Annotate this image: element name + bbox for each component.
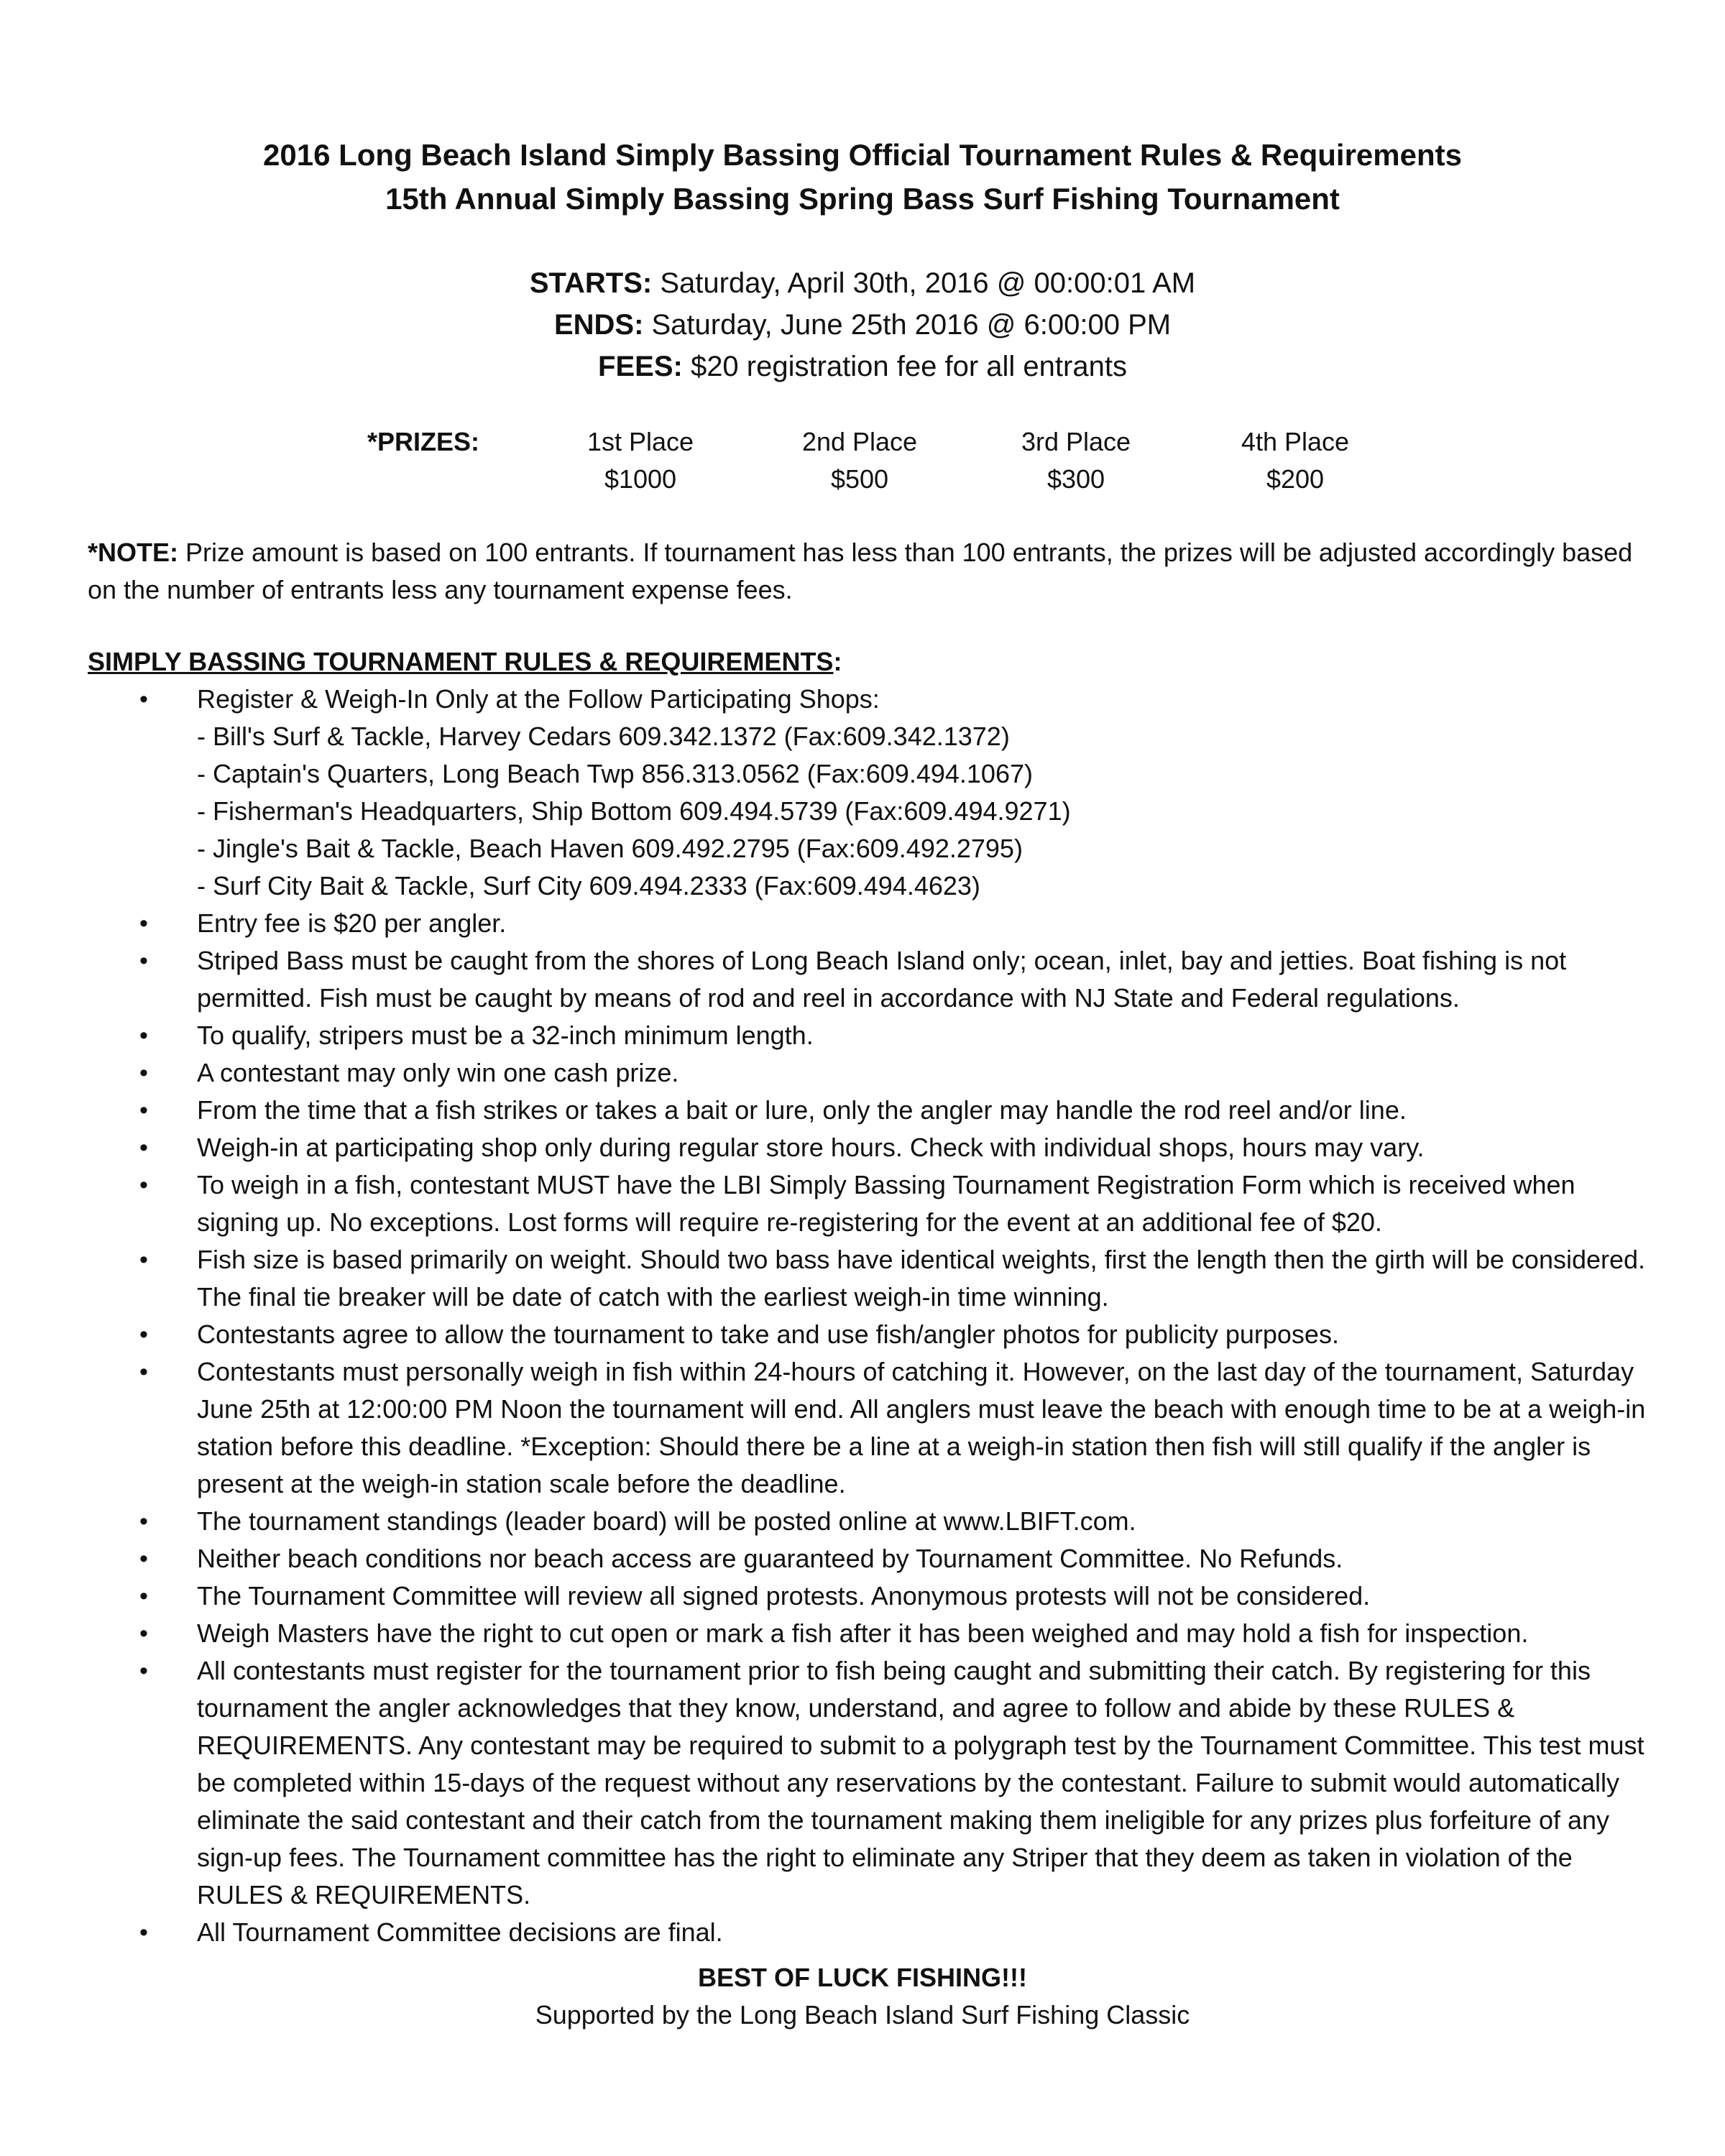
rule-item [88,942,1655,1017]
ends-value: Saturday, June 25th 2016 @ 6:00:00 PM [643,309,1172,341]
rule-text: To weigh in a fish, contestant MUST have the LBI Simply Bassing Tournament Registration Form which is received when signing up. No exceptions. Lost forms will require re-registering for the event at an additional fee of $20. [197,1170,1576,1237]
starts-label: STARTS: [529,267,653,299]
rule-text: Striped Bass must be caught from the shores of Long Beach Island only; ocean, inlet, bay and jetties. Boat fishing is not permitted. Fish must be caught by means of rod and reel in accordance with NJ State and Federal regulations. [197,946,1567,1013]
bullet-icon: • [139,1545,148,1572]
rule-text: All Tournament Committee decisions are final. [197,1917,723,1947]
rule-item [88,1503,1655,1540]
rule-item-shops [88,681,1655,905]
bullet-icon: • [139,1022,148,1049]
prize-place-1: 1st Place [586,427,694,456]
rule-text: A contestant may only win one cash prize. [197,1058,679,1087]
ends-line [0,305,1725,345]
bullet-icon: • [139,1246,148,1273]
rule-item [88,1316,1655,1353]
prize-note [88,534,1655,609]
rule-item [88,1129,1655,1166]
rule-text: The Tournament Committee will review all signed protests. Anonymous protests will not be considered. [197,1581,1371,1611]
rule-text: Entry fee is $20 per angler. [197,908,507,938]
rule-text: Fish size is based primarily on weight. Should two bass have identical weights, first the length then the girth will be considered. The final tie breaker will be date of catch with the earliest weigh-in time winning. [197,1245,1646,1312]
prizes-label: *PRIZES: [367,427,480,456]
rule-item [88,1017,1655,1054]
fees-line [0,346,1725,387]
rule-text: Weigh-in at participating shop only during regular store hours. Check with individual shops, hours may vary. [197,1133,1425,1162]
rule-item [88,1577,1655,1615]
rules-list [88,681,1655,1951]
note-label: *NOTE: [88,538,178,567]
shop-item: - Surf City Bait & Tackle, Surf City 609.494.2333 (Fax:609.494.4623) [197,871,980,900]
bullet-icon: • [139,1321,148,1348]
bullet-icon: • [139,947,148,975]
bullet-icon: • [139,1358,148,1386]
support-line: Supported by the Long Beach Island Surf Fishing Classic [535,2000,1190,2030]
note-text: Prize amount is based on 100 entrants. If tournament has less than 100 entrants, the prizes will be adjusted accordingly based on the number of entrants less any tournament expense fees. [88,538,1633,604]
bullet-icon: • [139,1583,148,1610]
shop-item: - Jingle's Bait & Tackle, Beach Haven 609.492.2795 (Fax:609.492.2795) [197,834,1023,863]
rules-heading-colon: : [833,647,842,676]
rule-text: Weigh Masters have the right to cut open or mark a fish after it has been weighed and may hold a fish for inspection. [197,1618,1529,1648]
rules-heading-text: SIMPLY BASSING TOURNAMENT RULES & REQUIREMENTS [88,647,834,676]
rule-text: Contestants must personally weigh in fish within 24-hours of catching it. However, on the last day of the tournament, Saturday June 25th at 12:00:00 PM Noon the tournament will end. All anglers must leave the beach with enough time to be at a weigh-in station before this deadline. *Exception: Should there be a line at a weigh-in station then fish will still qualify if the angler is present at the weigh-in station scale before the deadline. [197,1357,1646,1498]
shop-item: - Bill's Surf & Tackle, Harvey Cedars 609.342.1372 (Fax:609.342.1372) [197,722,1010,751]
fees-label: FEES: [598,351,683,382]
fees-value: $20 registration fee for all entrants [682,351,1127,382]
closing-message: BEST OF LUCK FISHING!!! [698,1963,1027,1992]
rule-text: To qualify, stripers must be a 32-inch minimum length. [197,1021,814,1050]
bullet-icon: • [139,1134,148,1161]
prize-place-4: 4th Place [1241,427,1350,456]
rule-text: The tournament standings (leader board) will be posted online at www.LBIFT.com. [197,1506,1136,1536]
rule-item [88,1092,1655,1129]
bullet-icon: • [139,686,148,713]
rule-item [88,1914,1655,1951]
rule-item [88,1615,1655,1652]
prize-place-3: 3rd Place [1021,427,1131,456]
ends-label: ENDS: [553,309,644,341]
prize-amount-4: $200 [1266,464,1325,494]
rule-item [88,1652,1655,1914]
rule-item [88,1540,1655,1577]
prize-place-2: 2nd Place [801,427,918,456]
bullet-icon: • [139,1620,148,1647]
rule-text: From the time that a fish strikes or takes a bait or lure, only the angler may handle the rod reel and/or line. [197,1095,1407,1125]
rule-item [88,1166,1655,1241]
shop-item: - Fisherman's Headquarters, Ship Bottom 609.494.5739 (Fax:609.494.9271) [197,796,1071,826]
bullet-icon: • [139,1097,148,1124]
rule-item [88,1353,1655,1503]
rule-text: Contestants agree to allow the tournament to take and use fish/angler photos for publicity purposes. [197,1319,1339,1349]
prize-amount-1: $1000 [604,464,677,494]
rule-text: Neither beach conditions nor beach access are guaranteed by Tournament Committee. No Refunds. [197,1544,1343,1573]
rules-heading [88,643,842,681]
document-title: 2016 Long Beach Island Simply Bassing Official Tournament Rules & Requirements [263,138,1462,172]
starts-value: Saturday, April 30th, 2016 @ 00:00:01 AM [652,267,1196,299]
bullet-icon: • [139,1508,148,1535]
bullet-icon: • [139,1657,148,1685]
rule-item [88,905,1655,942]
prize-amount-2: $500 [830,464,889,494]
rule-item [88,1054,1655,1092]
prize-amount-3: $300 [1046,464,1105,494]
shops-intro: Register & Weigh-In Only at the Follow Participating Shops: [197,684,880,714]
rule-text: All contestants must register for the tournament prior to fish being caught and submitting their catch. By registering for this tournament the angler acknowledges that they know, understand, and agree to follow and abide by these RULES & REQUIREMENTS. Any contestant may be required to submit to a polygraph test by the Tournament Committee. This test must be completed within 15-days of the request without any reservations by the contestant. Failure to submit would automatically eliminate the said contestant and their catch from the tournament making them ineligible for any prizes plus forfeiture of any sign-up fees. The Tournament committee has the right to eliminate any Striper that they deem as taken in violation of the RULES & REQUIREMENTS. [197,1656,1644,1909]
bullet-icon: • [139,910,148,937]
bullet-icon: • [139,1059,148,1087]
document-subtitle: 15th Annual Simply Bassing Spring Bass Surf Fishing Tournament [385,182,1340,216]
shop-item: - Captain's Quarters, Long Beach Twp 856.313.0562 (Fax:609.494.1067) [197,759,1033,788]
starts-line [0,263,1725,303]
bullet-icon: • [139,1919,148,1946]
bullet-icon: • [139,1171,148,1199]
rule-item [88,1241,1655,1316]
